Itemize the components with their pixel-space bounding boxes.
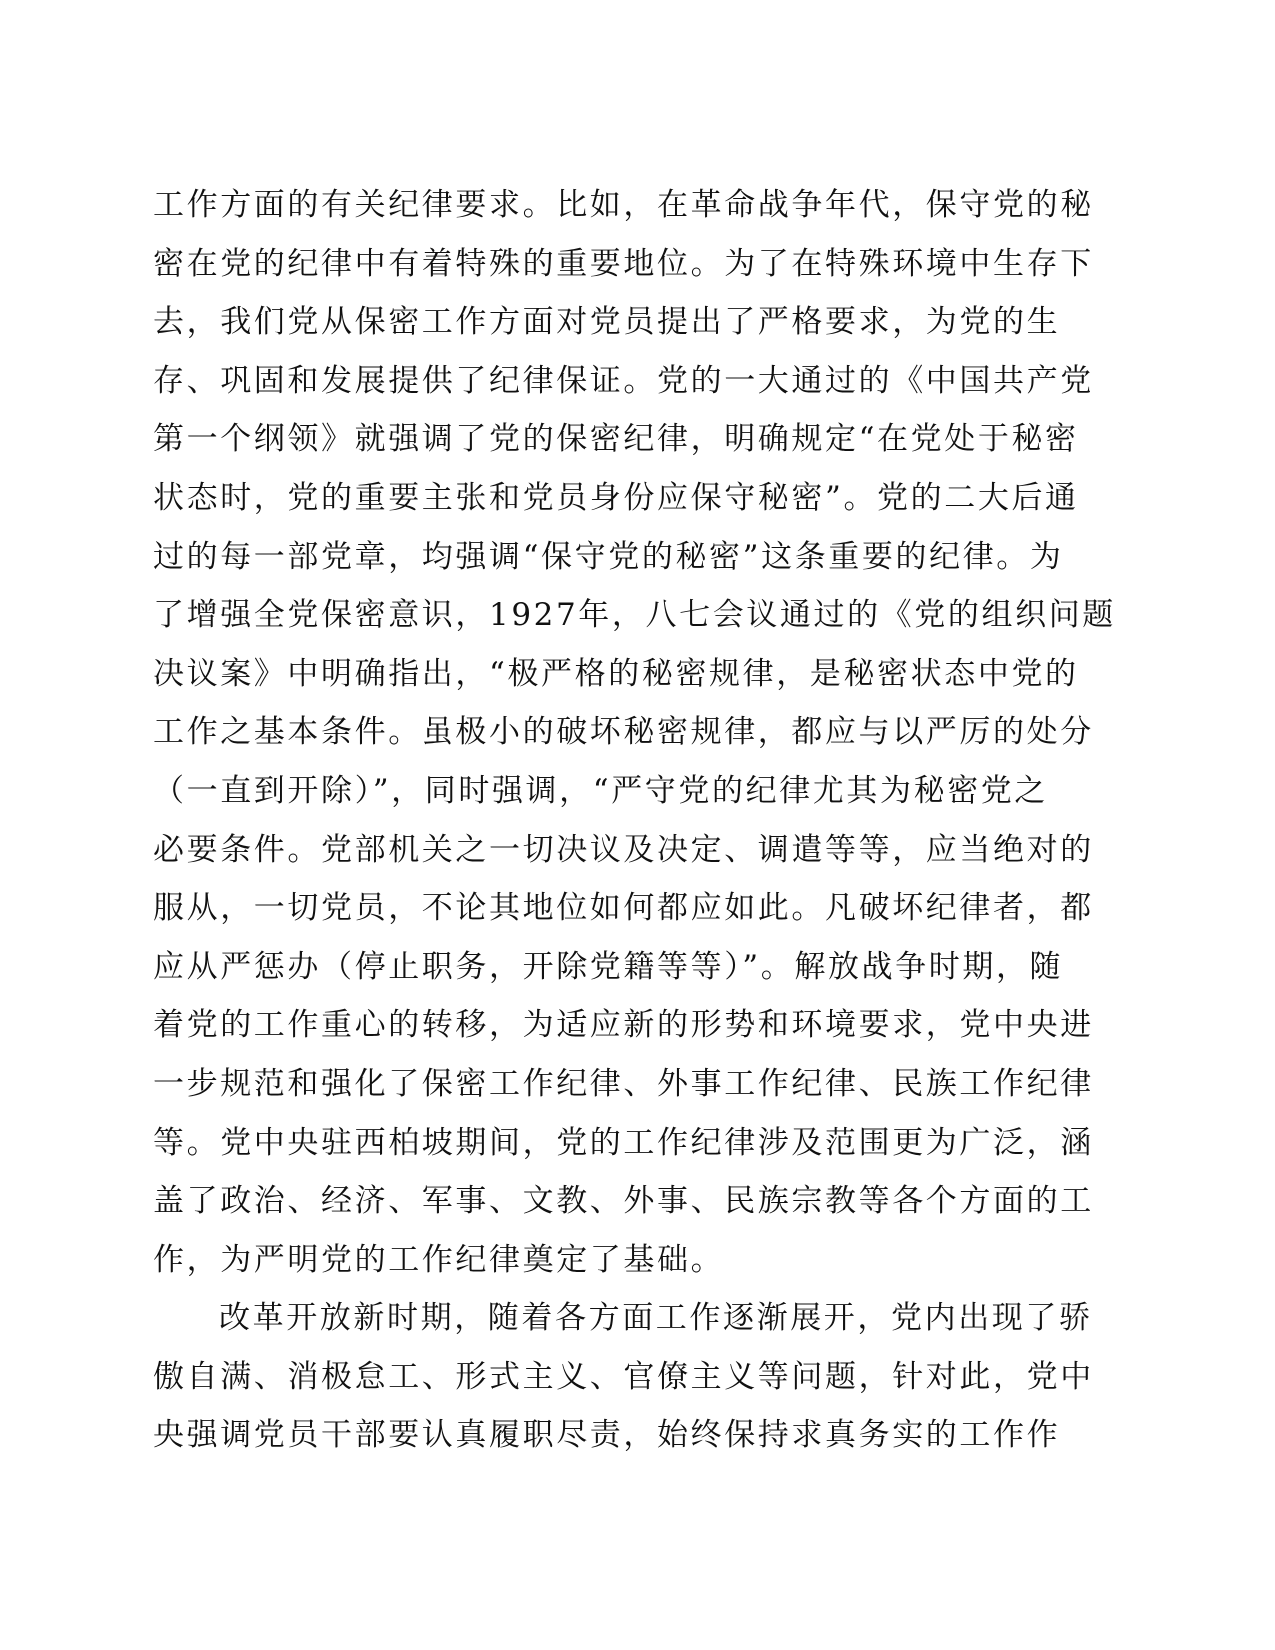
text-line: 盖了政治、经济、军事、文教、外事、民族宗教等各个方面的工: [153, 1183, 1094, 1220]
text-line: 作，为严明党的工作纪律奠定了基础。: [153, 1241, 725, 1278]
paragraph-2: [153, 1289, 1093, 1465]
text-line: （一直到开除）”，同时强调，“严守党的纪律尤其为秘密党之: [153, 772, 1048, 809]
text-line: 决议案》中明确指出，“极严格的秘密规律，是秘密状态中党的: [153, 655, 1079, 692]
paragraph-1: [153, 176, 1116, 1289]
text-line: 过的每一部党章，均强调“保守党的秘密”这条重要的纪律。为: [153, 538, 1064, 575]
body-text: [153, 176, 1116, 1465]
text-line: 去，我们党从保密工作方面对党员提出了严格要求，为党的生: [153, 304, 1061, 341]
text-line: 傲自满、消极怠工、形式主义、官僚主义等问题，针对此，党中: [153, 1358, 1094, 1395]
text-line: 存、巩固和发展提供了纪律保证。党的一大通过的《中国共产党: [153, 362, 1094, 399]
text-line: 服从，一切党员，不论其地位如何都应如此。凡破坏纪律者，都: [153, 890, 1094, 927]
text-line: 状态时，党的重要主张和党员身份应保守秘密”。党的二大后通: [153, 479, 1079, 516]
text-line: 工作方面的有关纪律要求。比如，在革命战争年代，保守党的秘: [153, 187, 1094, 223]
text-line: 等。党中央驻西柏坡期间，党的工作纪律涉及范围更为广泛，涵: [153, 1124, 1094, 1161]
text-line: 密在党的纪律中有着特殊的重要地位。为了在特殊环境中生存下: [153, 245, 1094, 282]
text-line: 一步规范和强化了保密工作纪律、外事工作纪律、民族工作纪律: [153, 1065, 1094, 1102]
text-line: 必要条件。党部机关之一切决议及决定、调遣等等，应当绝对的: [153, 831, 1094, 868]
text-line: 应从严惩办（停止职务，开除党籍等等）”。解放战争时期，随: [153, 948, 1064, 985]
text-line: 工作之基本条件。虽极小的破坏秘密规律，都应与以严厉的处分: [153, 714, 1094, 751]
text-line: 央强调党员干部要认真履职尽责，始终保持求真务实的工作作: [153, 1417, 1061, 1454]
text-line: 第一个纲领》就强调了党的保密纪律，明确规定“在党处于秘密: [153, 421, 1079, 458]
text-line: 着党的工作重心的转移，为适应新的形势和环境要求，党中央进: [153, 1007, 1094, 1044]
text-line: 改革开放新时期，随着各方面工作逐渐展开，党内出现了骄: [219, 1300, 1093, 1337]
text-line: 了增强全党保密意识，1927年，八七会议通过的《党的组织问题: [153, 597, 1116, 634]
